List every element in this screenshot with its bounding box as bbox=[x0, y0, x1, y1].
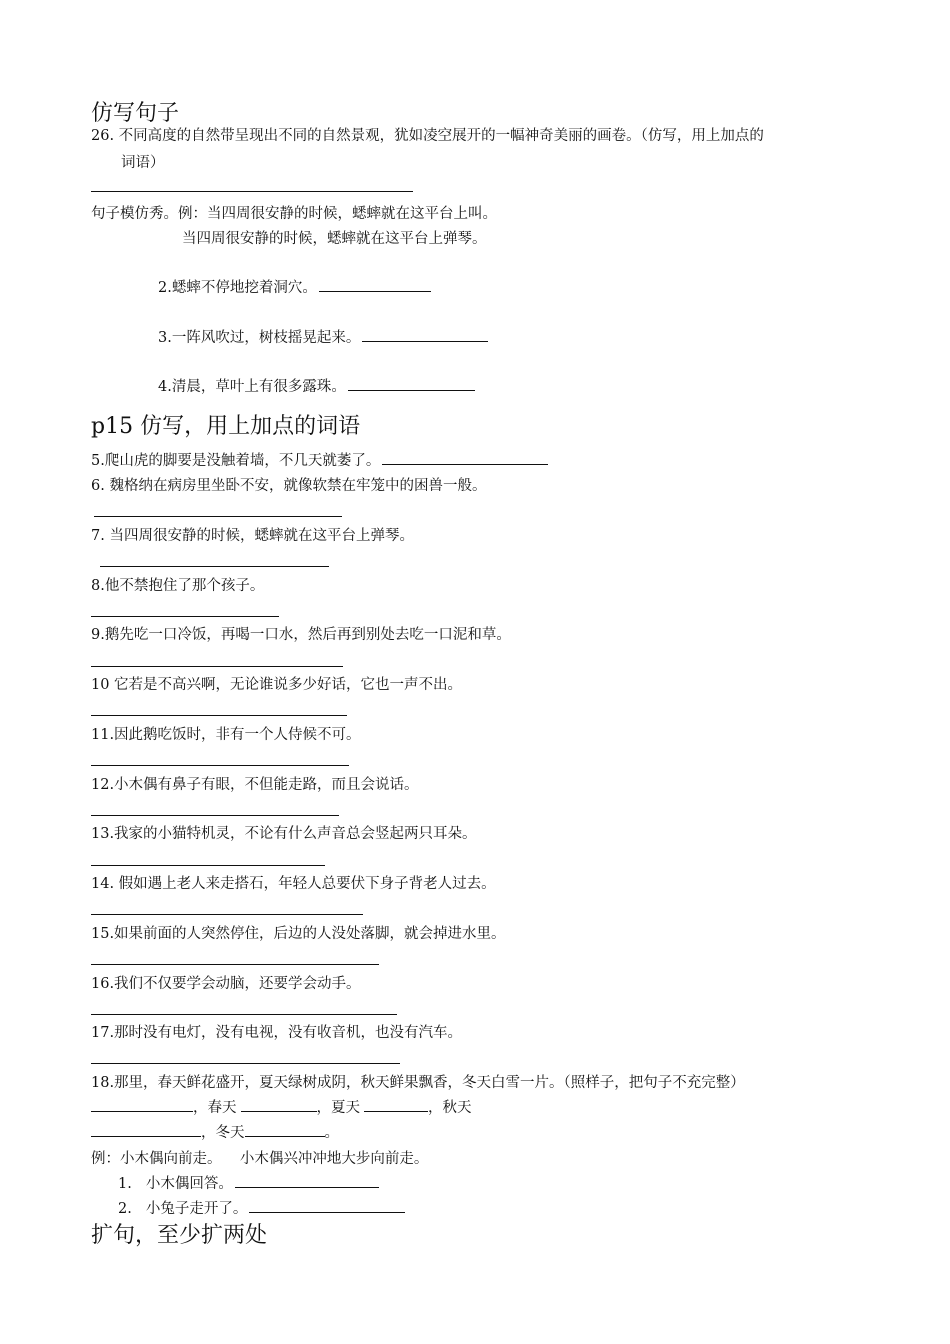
question-15: 15.如果前面的人突然停住，后边的人没处落脚，就会掉进水里。 bbox=[91, 926, 506, 942]
model-sentence-intro: 句子模仿秀。例：当四周很安静的时候，蟋蟀就在这平台上叫。 bbox=[91, 206, 497, 222]
answer-blank-18-summer[interactable] bbox=[364, 1097, 428, 1112]
question-14: 14. 假如遇上老人来走搭石，年轻人总要伏下身子背老人过去。 bbox=[91, 876, 496, 892]
answer-blank-item4[interactable] bbox=[348, 376, 475, 391]
section-heading-expand: 扩句，至少扩两处 bbox=[91, 1223, 268, 1248]
answer-blank-item2[interactable] bbox=[319, 277, 431, 292]
answer-blank-8[interactable] bbox=[91, 616, 279, 617]
model-sentence-answer: 当四周很安静的时候，蟋蟀就在这平台上弹琴。 bbox=[182, 231, 487, 247]
answer-blank-expand-1[interactable] bbox=[235, 1173, 379, 1188]
question-17: 17.那时没有电灯，没有电视，没有收音机，也没有汽车。 bbox=[91, 1025, 463, 1041]
expand-item-1: 1. 小木偶回答。 bbox=[118, 1172, 379, 1193]
question-13: 13.我家的小猫特机灵，不论有什么声音总会竖起两只耳朵。 bbox=[91, 826, 477, 842]
answer-blank-15[interactable] bbox=[91, 964, 379, 965]
question-9: 9.鹅先吃一口冷饭，再喝一口水，然后再到别处去吃一口泥和草。 bbox=[91, 627, 511, 643]
answer-blank-18-winter[interactable] bbox=[245, 1122, 325, 1137]
answer-blank-11[interactable] bbox=[91, 765, 349, 766]
answer-blank-5[interactable] bbox=[382, 450, 548, 465]
question-26-line1: 26. 不同高度的自然带呈现出不同的自然景观，犹如凌空展开的一幅神奇美丽的画卷。（仿写，用上加点的 bbox=[91, 128, 764, 144]
model-item-3: 3.一阵风吹过，树枝摇晃起来。 bbox=[158, 326, 488, 347]
question-8: 8.他不禁抱住了那个孩子。 bbox=[91, 578, 265, 594]
expand-example: 例：小木偶向前走。 小木偶兴冲冲地大步向前走。 bbox=[91, 1151, 429, 1167]
answer-blank-7[interactable] bbox=[100, 566, 329, 567]
answer-blank-14[interactable] bbox=[91, 914, 363, 915]
question-26-line2: 词语） bbox=[121, 155, 165, 171]
answer-blank-12[interactable] bbox=[91, 815, 339, 816]
question-10: 10 它若是不高兴啊，无论谁说多少好话，它也一声不出。 bbox=[91, 677, 463, 693]
answer-blank-item3[interactable] bbox=[362, 327, 488, 342]
answer-blank-13[interactable] bbox=[91, 865, 325, 866]
model-item-4: 4.清晨，草叶上有很多露珠。 bbox=[158, 375, 475, 396]
section-heading-p15: p15 仿写，用上加点的词语 bbox=[91, 414, 361, 439]
question-18-fill-line1: ，春天 ，夏天 ，秋天 bbox=[91, 1096, 472, 1117]
answer-blank-18-spring[interactable] bbox=[241, 1097, 317, 1112]
question-18: 18.那里，春天鲜花盛开，夏天绿树成阴，秋天鲜果飘香，冬天白雪一片。（照样子，把句子不充完整） bbox=[91, 1075, 745, 1091]
answer-blank-10[interactable] bbox=[91, 715, 347, 716]
answer-blank-expand-2[interactable] bbox=[249, 1198, 405, 1213]
question-6: 6. 魏格纳在病房里坐卧不安，就像软禁在牢笼中的困兽一般。 bbox=[91, 478, 487, 494]
expand-item-2: 2. 小兔子走开了。 bbox=[118, 1197, 405, 1218]
answer-blank-17[interactable] bbox=[91, 1063, 400, 1064]
question-5: 5.爬山虎的脚要是没触着墙，不几天就萎了。 bbox=[91, 449, 548, 470]
answer-blank-18-a[interactable] bbox=[91, 1097, 193, 1112]
question-11: 11.因此鹅吃饭时，非有一个人侍候不可。 bbox=[91, 727, 361, 743]
question-7: 7. 当四周很安静的时候，蟋蟀就在这平台上弹琴。 bbox=[91, 528, 414, 544]
model-item-2: 2.蟋蟀不停地挖着洞穴。 bbox=[158, 276, 431, 297]
answer-blank-16[interactable] bbox=[91, 1014, 397, 1015]
answer-blank-18-autumn[interactable] bbox=[91, 1122, 201, 1137]
question-16: 16.我们不仅要学会动脑，还要学会动手。 bbox=[91, 976, 361, 992]
answer-blank-26[interactable] bbox=[91, 191, 413, 192]
section-heading-imitate: 仿写句子 bbox=[91, 101, 180, 126]
answer-blank-6[interactable] bbox=[94, 516, 342, 517]
question-12: 12.小木偶有鼻子有眼，不但能走路，而且会说话。 bbox=[91, 777, 419, 793]
answer-blank-9[interactable] bbox=[91, 666, 343, 667]
question-18-fill-line2: ，冬天 。 bbox=[91, 1121, 339, 1142]
